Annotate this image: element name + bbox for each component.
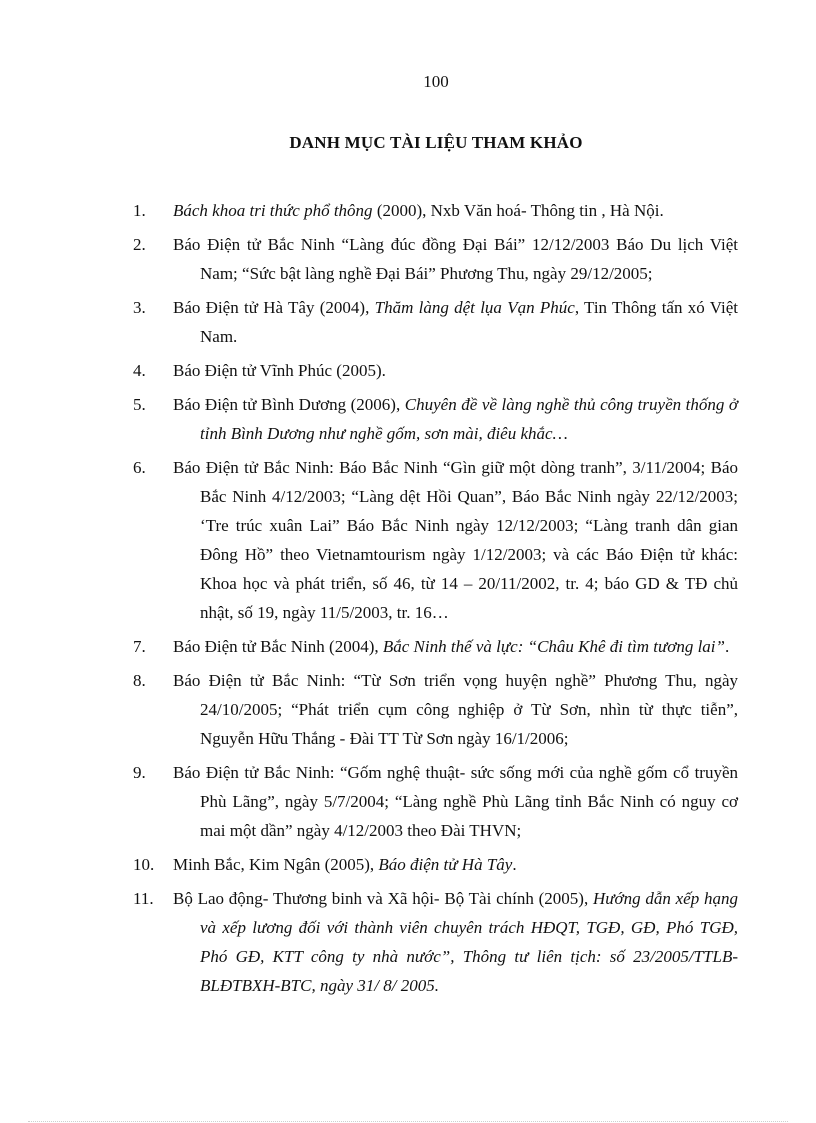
reference-italic-segment: Thăm làng dệt lụa Vạn Phúc: [374, 298, 575, 317]
reference-segment: , Tin Thông tấn xó Việt Nam.: [200, 298, 738, 346]
reference-item: [0, 453, 816, 627]
reference-segment: Báo Điện tử Bắc Ninh (2004),: [173, 637, 383, 656]
reference-italic-segment: Bách khoa tri thức phổ thông: [173, 201, 373, 220]
reference-list: [0, 196, 816, 1005]
reference-text: [173, 293, 738, 351]
reference-segment: Báo Điện tử Bình Dương (2006),: [173, 395, 405, 414]
reference-text: [173, 632, 738, 661]
reference-text: [173, 356, 738, 385]
page-bottom-divider: [28, 1121, 788, 1122]
reference-text: [173, 196, 738, 225]
reference-italic-segment: Chuyên đề về làng nghề thủ công truyền thống ở tỉnh Bình Dương như nghề gốm, sơn mài, điêu khắc…: [200, 395, 738, 443]
reference-segment: .: [724, 637, 730, 656]
reference-number: 6.: [133, 458, 146, 477]
reference-segment: Bộ Lao động- Thương binh và Xã hội- Bộ Tài chính (2005),: [173, 889, 593, 908]
reference-number: 11.: [133, 889, 154, 908]
reference-item: [0, 758, 816, 845]
reference-text: [173, 230, 738, 288]
reference-item: [0, 850, 816, 879]
reference-number: 3.: [133, 298, 146, 317]
reference-italic-segment: Hướng dẫn xếp hạng và xếp lương đối với thành viên chuyên trách HĐQT, TGĐ, GĐ, Phó TGĐ, Phó GĐ, KTT công ty nhà nước”, Thông tư liên tịch: số 23/2005/TTLB-BLĐTBXH-BTC, ngày 31/ 8/ 2005.: [200, 889, 738, 995]
reference-segment: Báo Điện tử Bắc Ninh: “Gốm nghệ thuật- sức sống mới của nghề gốm cổ truyền Phù Lãng”, ngày 5/7/2004; “Làng nghề Phù Lãng tỉnh Bắc Ninh có nguy cơ mai một dần” ngày 4/12/2003 theo Đài THVN;: [173, 763, 738, 840]
reference-number: 4.: [133, 361, 146, 380]
reference-text: [173, 453, 738, 627]
reference-number: 8.: [133, 671, 146, 690]
reference-item: [0, 356, 816, 385]
reference-segment: Báo Điện tử Vĩnh Phúc (2005).: [173, 361, 386, 380]
page-number: 100: [423, 72, 449, 91]
reference-number: 10.: [133, 855, 155, 874]
reference-number: 7.: [133, 637, 146, 656]
reference-segment: Báo Điện tử Bắc Ninh: “Từ Sơn triển vọng huyện nghề” Phương Thu, ngày 24/10/2005; “Phát triển cụm công nghiệp ở Từ Sơn, nhìn từ thực tiễn”, Nguyễn Hữu Thắng - Đài TT Từ Sơn ngày 16/1/2006;: [173, 671, 738, 748]
reference-item: [0, 293, 816, 351]
reference-number: 1.: [133, 201, 146, 220]
reference-number: 9.: [133, 763, 146, 782]
reference-item: [0, 196, 816, 225]
reference-text: [173, 884, 738, 1000]
reference-segment: Báo Điện tử Bắc Ninh “Làng đúc đồng Đại Bái” 12/12/2003 Báo Du lịch Việt Nam; “Sức bật làng nghề Đại Bái” Phương Thu, ngày 29/12/2005;: [173, 235, 738, 283]
reference-item: [0, 632, 816, 661]
reference-text: [173, 390, 738, 448]
reference-item: [0, 230, 816, 288]
reference-text: [173, 758, 738, 845]
reference-segment: (2000), Nxb Văn hoá- Thông tin , Hà Nội.: [372, 201, 664, 220]
reference-segment: .: [512, 855, 517, 874]
reference-segment: Báo Điện tử Bắc Ninh: Báo Bắc Ninh “Gìn giữ một dòng tranh”, 3/11/2004; Báo Bắc Ninh 4/12/2003; “Làng dệt Hồi Quan”, Báo Bắc Ninh ngày 22/12/2003; ‘Tre trúc xuân Lai” Báo Bắc Ninh ngày 12/12/2003; “Làng tranh dân gian Đông Hồ” theo Vietnamtourism ngày 1/12/2003; và các Báo Điện tử khác: Khoa học và phát triển, số 46, từ 14 – 20/11/2002, tr. 4; báo GD & TĐ chủ nhật, số 19, ngày 11/5/2003, tr. 16…: [173, 458, 738, 622]
reference-item: [0, 390, 816, 448]
reference-segment: Báo Điện tử Hà Tây (2004),: [173, 298, 375, 317]
reference-item: [0, 666, 816, 753]
reference-italic-segment: Báo điện tử Hà Tây: [378, 855, 513, 874]
reference-text: [173, 666, 738, 753]
reference-number: 5.: [133, 395, 146, 414]
reference-segment: Minh Bắc, Kim Ngân (2005),: [173, 855, 379, 874]
reference-italic-segment: Bắc Ninh thế và lực: “Châu Khê đi tìm tương lai”: [382, 637, 725, 656]
reference-number: 2.: [133, 235, 146, 254]
reference-text: [173, 850, 738, 879]
reference-item: [0, 884, 816, 1000]
page-title: DANH MỤC TÀI LIỆU THAM KHẢO: [289, 133, 583, 152]
